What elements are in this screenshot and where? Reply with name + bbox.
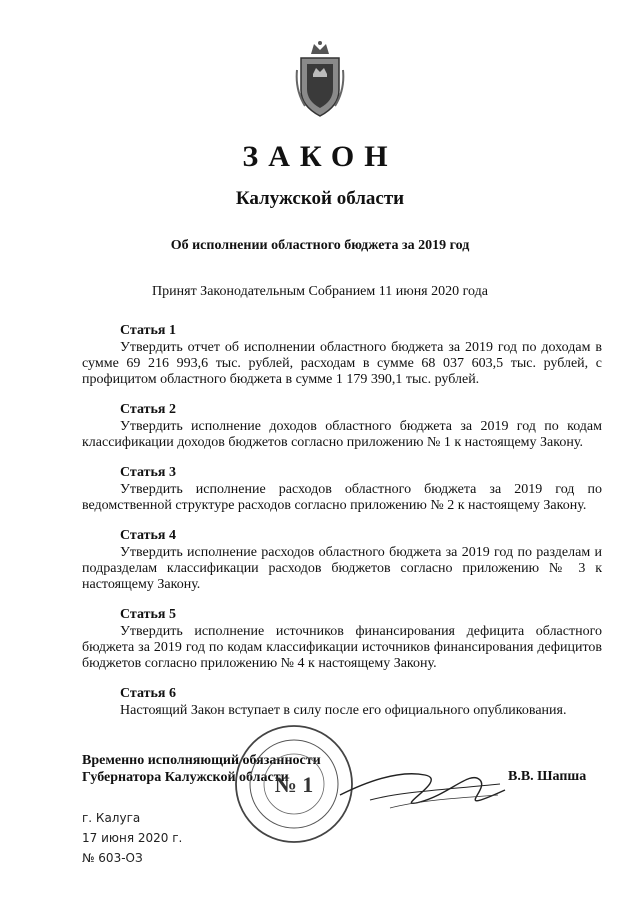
articles-list: [82, 323, 602, 733]
law-title: ЗАКОН: [242, 140, 398, 173]
article-text: Утвердить исполнение расходов областного бюджета за 2019 год по разделам и подразделам классификации расходов бюджетов согласно приложению № 3 к настоящему Закону.: [82, 545, 602, 592]
issue-date: 17 июня 2020 г.: [82, 831, 183, 845]
article-1: [82, 323, 602, 388]
issue-city: г. Калуга: [82, 811, 141, 825]
article-6: [82, 686, 602, 719]
document-footer: [82, 808, 182, 868]
article-heading: Статья 2: [120, 402, 176, 417]
adoption-line: Принят Законодательным Собранием 11 июня 2020 года: [152, 284, 488, 299]
coat-of-arms-icon: [295, 40, 345, 120]
article-5: [82, 607, 602, 672]
region-name: Калужской области: [235, 188, 405, 209]
law-number: № 603-ОЗ: [82, 851, 143, 865]
article-heading: Статья 5: [120, 607, 176, 622]
article-text: Утвердить исполнение доходов областного бюджета за 2019 год по кодам классификации доходов бюджетов согласно приложению № 1 к настоящему Закону.: [82, 419, 602, 450]
article-text: Утвердить отчет об исполнении областного бюджета за 2019 год по доходам в сумме 69 216 993,6 тыс. рублей, расходам в сумме 68 037 603,5 тыс. рублей, с профицитом областного бюджета в сумме 1 179 390,1 тыс. рублей.: [82, 340, 602, 387]
article-text: Утвердить исполнение расходов областного бюджета за 2019 год по ведомственной структуре расходов согласно приложению № 2 к настоящему Закону.: [82, 482, 602, 513]
signatory-role-line-2: Губернатора Калужской области: [82, 770, 289, 785]
article-text: Утвердить исполнение источников финансирования дефицита областного бюджета за 2019 год по кодам классификации источников финансирования дефицитов бюджетов согласно приложению № 4 к настоящему Закону.: [82, 624, 602, 671]
article-heading: Статья 1: [120, 323, 176, 338]
law-subject: Об исполнении областного бюджета за 2019 год: [170, 238, 470, 253]
article-3: [82, 465, 602, 514]
article-heading: Статья 6: [120, 686, 176, 701]
article-4: [82, 528, 602, 593]
article-2: [82, 402, 602, 451]
signatory-role-line-1: Временно исполняющий обязанности: [82, 753, 321, 768]
seal-number: № 1: [274, 772, 314, 797]
article-text: Настоящий Закон вступает в силу после его официального опубликования.: [120, 703, 567, 718]
signatory-name: В.В. Шапша: [508, 769, 587, 784]
article-heading: Статья 4: [120, 528, 176, 543]
handwritten-signature: [330, 740, 510, 830]
article-heading: Статья 3: [120, 465, 176, 480]
